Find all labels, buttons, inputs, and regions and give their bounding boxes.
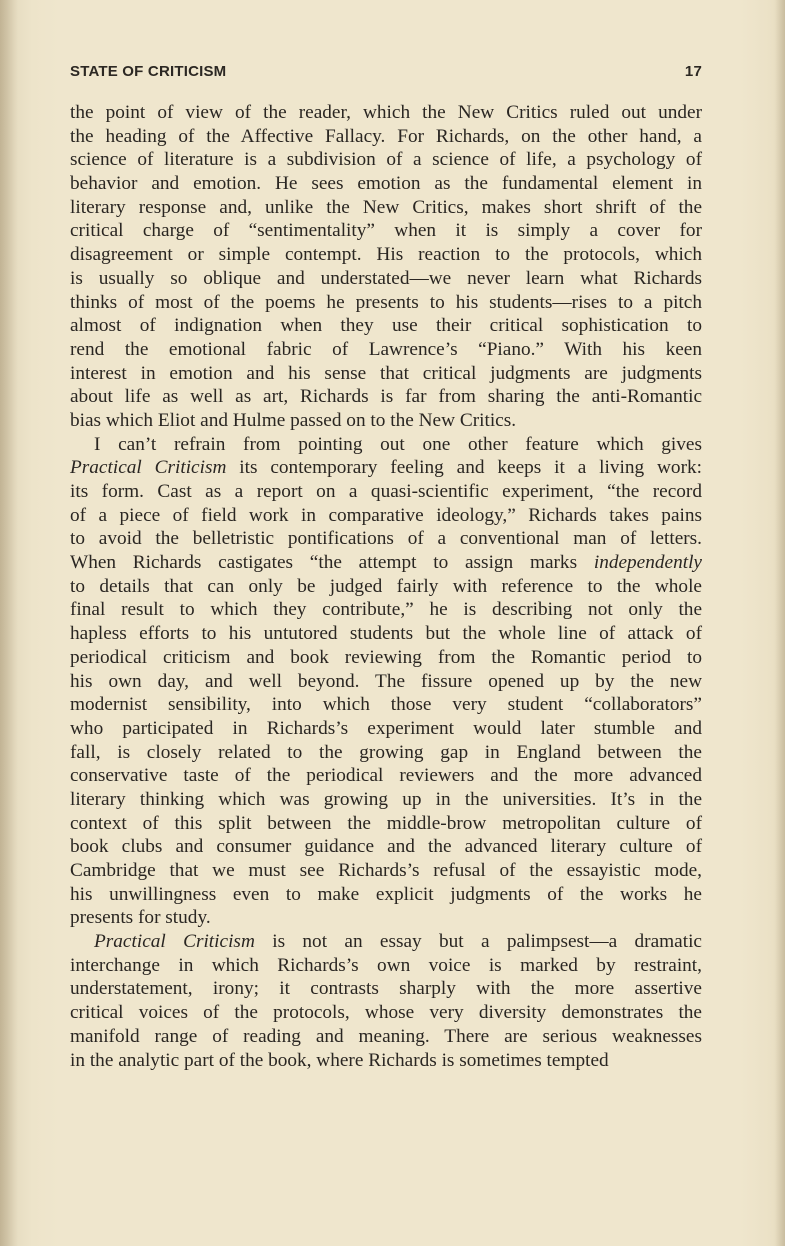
text-line: science of literature is a subdivision of a science of life, a psychology of: [70, 149, 702, 171]
text-line: literary response and, unlike the New Critics, makes short shrift of the: [70, 196, 702, 218]
text-line: who participated in Richards’s experiment would later stumble and: [70, 717, 702, 739]
text-line: manifold range of reading and meaning. There are serious weaknesses: [70, 1025, 702, 1047]
text-line: behavior and emotion. He sees emotion as the fundamental element in: [70, 173, 702, 195]
text-line: to avoid the belletristic pontifications of a conventional man of letters.: [70, 528, 702, 550]
text-line: rend the emotional fabric of Lawrence’s “Piano.” With his keen: [70, 338, 702, 360]
text-line: the heading of the Affective Fallacy. For Richards, on the other hand, a: [70, 125, 702, 147]
text-line: interest in emotion and his sense that critical judgments are judgments: [70, 362, 702, 384]
text-line: hapless efforts to his untutored students but the whole line of attack of: [70, 623, 702, 645]
text-line: his unwillingness even to make explicit judgments of the works he: [70, 883, 702, 905]
page-number: 17: [684, 63, 702, 80]
italic-run: Practical Criticism: [94, 931, 255, 953]
text-line: [70, 551, 702, 575]
text-line: [70, 930, 702, 954]
italic-run: independently: [593, 552, 702, 574]
text-line: conservative taste of the periodical reviewers and the more advanced: [70, 765, 702, 787]
text-line: almost of indignation when they use their critical sophistication to: [70, 315, 702, 337]
text-line: about life as well as art, Richards is far from sharing the anti-Romantic: [70, 386, 702, 408]
text-line: context of this split between the middle-brow metropolitan culture of: [70, 812, 702, 834]
text-run: its contemporary feeling and keeps it a living work:: [226, 457, 702, 479]
gutter-shadow: [0, 0, 18, 1246]
body-text: [70, 101, 702, 1072]
text-line: bias which Eliot and Hulme passed on to the New Critics.: [70, 409, 517, 431]
text-line: thinks of most of the poems he presents to his students—rises to a pitch: [70, 291, 702, 313]
text-line: literary thinking which was growing up in the universities. It’s in the: [70, 788, 702, 810]
text-line: interchange in which Richards’s own voice is marked by restraint,: [70, 954, 702, 976]
text-line: is usually so oblique and understated—we never learn what Richards: [70, 267, 702, 289]
text-line: modernist sensibility, into which those very student “collaborators”: [70, 694, 702, 716]
running-head: [70, 63, 702, 85]
text-line: periodical criticism and book reviewing from the Romantic period to: [70, 646, 702, 668]
text-line: critical charge of “sentimentality” when it is simply a cover for: [70, 220, 702, 242]
running-head-title: STATE OF CRITICISM: [70, 63, 227, 80]
text-line: [70, 456, 702, 480]
text-line: presents for study.: [70, 907, 211, 929]
text-line: its form. Cast as a report on a quasi-scientific experiment, “the record: [70, 481, 702, 502]
text-line: to details that can only be judged fairly with reference to the whole: [70, 575, 702, 597]
text-line: final result to which they contribute,” he is describing not only the: [70, 599, 702, 621]
text-line: of a piece of field work in comparative ideology,” Richards takes pains: [70, 504, 702, 526]
text-line: critical voices of the protocols, whose very diversity demonstrates the: [70, 1002, 702, 1024]
text-line: his own day, and well beyond. The fissure opened up by the new: [70, 670, 702, 692]
text-line: disagreement or simple contempt. His reaction to the protocols, which: [70, 244, 702, 266]
text-line: in the analytic part of the book, where Richards is sometimes tempted: [70, 1049, 609, 1071]
text-line: understatement, irony; it contrasts sharply with the more assertive: [70, 978, 702, 1000]
text-line: I can’t refrain from pointing out one other feature which gives: [94, 433, 702, 455]
text-run: is not an essay but a palimpsest—a dramatic: [254, 931, 702, 953]
text-line: Cambridge that we must see Richards’s refusal of the essayistic mode,: [70, 860, 702, 881]
text-line: the point of view of the reader, which the New Critics ruled out under: [70, 102, 702, 123]
italic-run: Practical Criticism: [70, 457, 227, 479]
page-edge: [775, 0, 785, 1246]
text-line: book clubs and consumer guidance and the advanced literary culture of: [70, 836, 702, 858]
text-line: fall, is closely related to the growing gap in England between the: [70, 741, 702, 763]
text-run: When Richards castigates “the attempt to assign marks: [70, 552, 594, 574]
